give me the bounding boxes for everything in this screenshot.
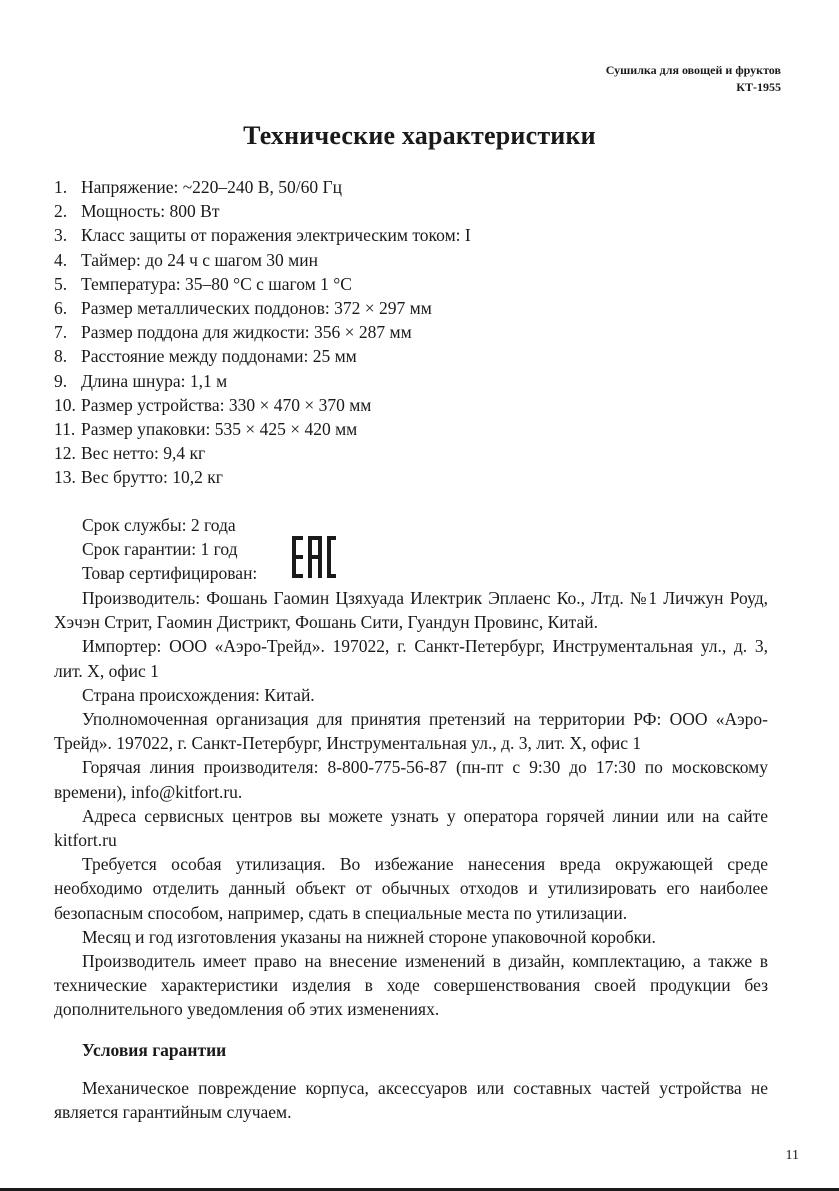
importer-paragraph: Импортер: ООО «Аэро-Трейд». 197022, г. Санкт-Петербург, Инструментальная ул., д. 3, лит. Х, офис 1	[54, 636, 768, 681]
spec-item: 7. Размер поддона для жидкости: 356 × 287 мм	[54, 322, 412, 343]
manufacture-date-paragraph: Месяц и год изготовления указаны на нижней стороне упаковочной коробки.	[82, 926, 656, 947]
spec-item: 11. Размер упаковки: 535 × 425 × 420 мм	[54, 419, 358, 440]
header-product-name: Сушилка для овощей и фруктов	[605, 63, 781, 77]
spec-item: 5. Температура: 35–80 °С с шагом 1 °С	[54, 273, 352, 294]
eac-icon	[292, 536, 336, 578]
body-text	[54, 586, 768, 1124]
claims-organization-paragraph: Уполномоченная организация для принятия претензий на территории РФ: ООО «Аэро-Трейд». 197022, г. Санкт-Петербург, Инструментальная ул., д. 3, лит. Х, офис 1	[54, 709, 768, 754]
spec-item: 13. Вес брутто: 10,2 кг	[54, 467, 223, 488]
header-model: КТ-1955	[736, 80, 781, 94]
warranty-paragraph: Механическое повреждение корпуса, аксессуаров или составных частей устройства не является гарантийным случаем.	[54, 1077, 768, 1123]
service-life: Срок службы: 2 года	[82, 515, 236, 535]
warranty-heading: Условия гарантии	[82, 1039, 227, 1060]
disposal-paragraph: Требуется особая утилизация. Во избежание нанесения вреда окружающей среде необходимо отделить данный объект от обычных отходов и утилизировать его наиболее безопасным способом, например, сдать в специальные места по утилизации.	[54, 854, 768, 923]
manufacturer-paragraph: Производитель: Фошань Гаомин Цзяхуада Илектрик Эплаенс Ко., Лтд. №1 Личжун Роуд, Хэчэн Стрит, Гаомин Дистрикт, Фошань Сити, Гуандун Провинс, Китай.	[54, 588, 768, 633]
service-info	[82, 513, 257, 586]
changes-paragraph: Производитель имеет право на внесение изменений в дизайн, комплектацию, а также в технические характеристики изделия в ходе совершенствования своей продукции без дополнительного уведомления об этих изменениях.	[54, 951, 768, 1020]
spec-item: 10. Размер устройства: 330 × 470 × 370 мм	[54, 394, 372, 415]
warranty-period: Срок гарантии: 1 год	[82, 539, 238, 560]
spec-item: 3. Класс защиты от поражения электрическим током: I	[54, 225, 471, 246]
spec-item: 1. Напряжение: ~220–240 В, 50/60 Гц	[54, 177, 342, 197]
country-paragraph: Страна происхождения: Китай.	[82, 684, 315, 705]
page-number: 11	[785, 1148, 799, 1163]
spec-item: 12. Вес нетто: 9,4 кг	[54, 443, 206, 464]
page-title: Технические характеристики	[243, 121, 596, 150]
spec-item: 6. Размер металлических поддонов: 372 × 297 мм	[54, 298, 432, 319]
certified-label: Товар сертифицирован:	[82, 563, 258, 584]
spec-item: 8. Расстояние между поддонами: 25 мм	[54, 346, 357, 367]
specs-list	[54, 175, 471, 490]
spec-item: 4. Таймер: до 24 ч с шагом 30 мин	[54, 249, 318, 270]
hotline-paragraph: Горячая линия производителя: 8-800-775-56-87 (пн-пт с 9:30 до 17:30 по московскому времени), info@kitfort.ru.	[54, 757, 768, 802]
service-centers-paragraph: Адреса сервисных центров вы можете узнать у оператора горячей линии или на сайте kitfort.ru	[54, 805, 768, 851]
spec-item: 9. Длина шнура: 1,1 м	[54, 370, 228, 391]
spec-item: 2. Мощность: 800 Вт	[54, 201, 220, 222]
page-header	[606, 62, 781, 96]
